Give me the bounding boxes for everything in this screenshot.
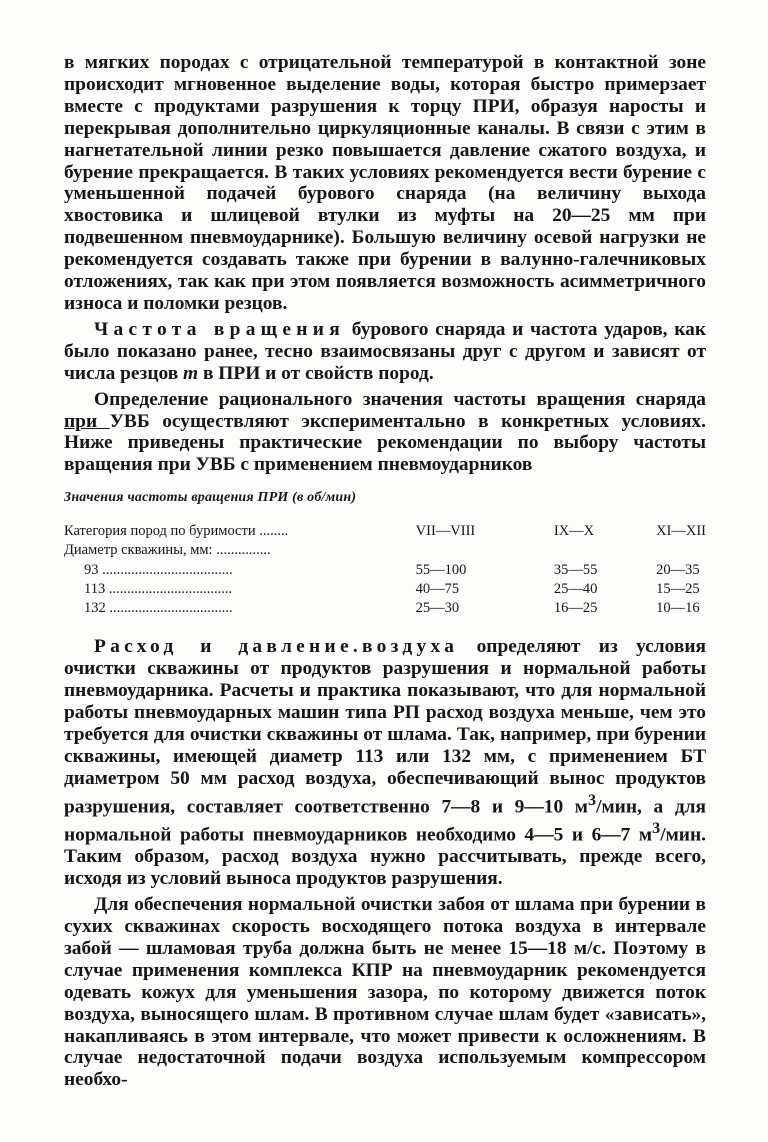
superscript: 3 [588, 791, 597, 809]
paragraph-text: /мин, а для нормальной работы пневмоударников необходимо 4—5 и 6—7 м [64, 796, 706, 846]
spaced-term: Частота вращения [94, 318, 345, 340]
paragraph-rational-rotation [64, 389, 706, 477]
paragraph-rotation-frequency [64, 319, 706, 385]
rotation-frequency-table [64, 522, 706, 618]
table-caption: Значения частоты вращения ПРИ (в об/мин) [64, 490, 357, 506]
table-cell: 20—35 [656, 561, 700, 578]
paragraph-air-flow [64, 636, 706, 890]
table-cell: 15—25 [656, 580, 700, 597]
paragraph-text: Для обеспечения нормальной очистки забоя от шлама при бурении в сухих скважинах скорость восходящего потока воздуха в интервале забой — шламовая труба должна быть не менее 15—18 м/с. Поэтому в случае применения комплекса КПР на пневмоударник рекомендуется одевать кожух для уменьшения зазора, по которому движется поток воздуха, выносящего шлам. В противном случае шлам будет «зависать», накапливаясь в этом интервале, что может привести к осложнениям. В случае недостаточной подачи воздуха используемым компрессором необхо- [64, 894, 706, 1091]
table-row [64, 561, 706, 580]
superscript: 3 [652, 819, 661, 837]
subheader-label: Диаметр скважины, мм: ............... [64, 542, 271, 559]
table-cell: 40—75 [415, 580, 460, 597]
table-header-row [64, 522, 706, 541]
header-cell: XI—XII [656, 523, 706, 540]
header-label: Категория пород по буримости ........ [64, 523, 289, 540]
table-cell: 25—30 [415, 600, 460, 617]
table-cell: 25—40 [553, 580, 598, 597]
row-label: 132 .................................. [84, 600, 233, 617]
spaced-term: Расход и давление.воздуха [94, 636, 459, 658]
paragraph-bottom-cleaning [64, 894, 706, 1091]
paragraph-drilling-conditions [64, 52, 706, 315]
table-row [64, 580, 706, 599]
table-cell: 16—25 [553, 600, 598, 617]
header-cell: VII—VIII [415, 523, 476, 540]
paragraph-text: бурового снаряда и частота ударов, как было показано ранее, тесно взаимосвязаны друг с другом и зависят от числа резцов [64, 318, 706, 384]
table-cell: 35—55 [553, 561, 598, 578]
paragraph-text: определяют из условия очистки скважины от продуктов разрушения и нормальной работы пневмоударника. Расчеты и практика показывают, что для нормальной работы пневмоударных машин типа РП расход воздуха меньше, чем это требуется для очистки скважины от шлама. Так, например, при бурении скважины, имеющей диаметр 113 или 132 мм, с применением БТ диаметром 50 мм расход воздуха, обеспечивающий вынос продуктов разрушения, составляет соответственно 7—8 и 9—10 м [64, 636, 707, 818]
table-cell: 55—100 [415, 561, 467, 578]
paragraph-text: /мин. Таким образом, расход воздуха нужно рассчитывать, прежде всего, исходя из условий выноса продуктов разрушения. [64, 824, 706, 890]
table-row [64, 599, 706, 618]
table-subheader-row [64, 541, 706, 560]
header-cell: IX—X [553, 523, 595, 540]
row-label: 113 .................................. [84, 580, 233, 597]
paragraph-text: в мягких породах с отрицательной температурой в контактной зоне происходит мгновенное выделение воды, которая быстро примерзает вместе с продуктами разрушения к торцу ПРИ, образуя наросты и перекрывая дополнительно циркуляционные каналы. В связи с этим в нагнетательной линии резко повышается давление сжатого воздуха, и бурение прекращается. В таких условиях рекомендуется вести бурение с уменьшенной подачей бурового снаряда (на величину выхода хвостовика и шлицевой втулки из муфты на 20—25 мм при подвешенном пневмоударнике). Большую величину осевой нагрузки не рекомендуется создавать также при бурении в валунно-галечниковых отложениях, так как при этом появляется возможность асимметричного износа и поломки резцов. [64, 52, 706, 314]
paragraph-text: Определение рационального значения частоты вращения снаряда [94, 388, 706, 410]
paragraph-text: УВБ осуществляют экспериментально в конкретных условиях. Ниже приведены практические рекомендации по выбору частоты вращения при УВБ с применением пневмоударников [64, 410, 706, 476]
paragraph-text: в ПРИ и от свойств пород. [198, 362, 434, 384]
table-cell: 10—16 [656, 600, 700, 617]
row-label: 93 .................................... [84, 561, 233, 578]
variable-m: т [183, 362, 199, 384]
underlined-text: при [64, 410, 110, 432]
